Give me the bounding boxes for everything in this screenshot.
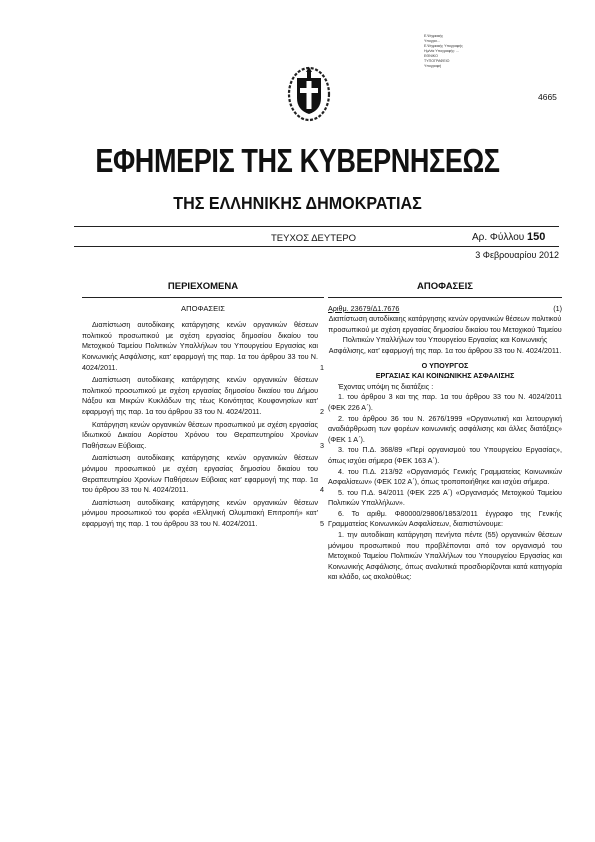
issue-label: ΤΕΥΧΟΣ ΔΕΥΤΕΡΟ [271,233,357,244]
gazette-title: ΕΦΗΜΕΡΙΣ ΤΗΣ ΚΥΒΕΡΝΗΣΕΩΣ [95,142,500,179]
decision-paragraph: 4. του Π.Δ. 213/92 «Οργανισμός Γενικής Γραμματείας Κοινωνικών Ασφαλίσεων» (ΦΕΚ 102 Α΄), όπως τροποποιήθηκε και ισχύει σήμερα. [328,466,562,487]
decision-reference: Αριθμ. 23679/Δ1.7676 [328,303,400,313]
issue-divider [74,246,559,247]
gazette-subtitle: ΤΗΣ ΕΛΛΗΝΙΚΗΣ ΔΗΜΟΚΡΑΤΙΑΣ [173,193,422,213]
decision-number: (1) [553,303,562,313]
page-number: 4665 [538,92,557,102]
contents-item-page: 3 [320,440,324,450]
decision-paragraph: 1. του άρθρου 3 και της παρ. 1α του άρθρου 33 του Ν. 4024/2011 (ΦΕΚ 226 Α΄). [328,392,562,412]
decision-paragraph: 1. την αυτοδίκαιη κατάργηση πενήντα πέντε (55) οργανικών θέσεων μόνιμου προσωπικού που προβλέπονται από τον οργανισμό του Μετοχικού Ταμείου Πολιτικών Υπαλλήλων του Υπουργείου Εργασίας και Κοινωνικής Ασφάλισης, όπως αναλυτικά προσδιορίζονται κατά κατηγορία και κλάδο, ως ακολούθως: [328,530,562,582]
sheet-number [472,231,545,243]
header-divider [74,226,559,227]
decision-paragraph: 2. του άρθρου 36 του Ν. 2676/1999 «Οργανωτική και λειτουργική αναδιάρθρωση των φορέων κοινωνικής ασφάλισης και άλλες διατάξεις» (ΦΕΚ 1 Α΄). [328,413,562,444]
contents-section: ΑΠΟΦΑΣΕΙΣ [181,303,225,313]
digital-signature-stamp [424,34,494,69]
contents-item-text: Διαπίστωση αυτοδίκαιης κατάργησης κενών οργανικών θέσεων μόνιμου προσωπικού με σχέση εργασίας δημοσίου δικαίου του Θεραπευτηρίου Χρονίων Παθήσεων Εύβοιας κατ' εφαρμογή της παρ. 1α του άρθρου 33 του Ν. 4024/2011. [82,453,318,495]
contents-item-page: 4 [320,485,324,495]
contents-item[interactable] [82,320,324,373]
stamp-line: ΤΥΠΟΓΡΑΦΕΙΟ [424,59,450,63]
decision-reference-line [328,304,562,315]
minister-title: Ο ΥΠΟΥΡΓΟΣ [421,360,469,370]
greek-coat-of-arms-icon [287,64,331,122]
contents-item[interactable] [82,453,324,495]
decisions-column [328,282,562,583]
decision-paragraph: 3. του Π.Δ. 368/89 «Περί οργανισμού του Υπουργείου Εργασίας», όπως ισχύει σήμερα (ΦΕΚ 163 Α΄). [328,445,562,465]
ministry-name: ΕΡΓΑΣΙΑΣ ΚΑΙ ΚΟΙΝΩΝΙΚΗΣ ΑΣΦΑΛΙΣΗΣ [375,371,515,381]
issue-date: 3 Φεβρουαρίου 2012 [475,250,559,260]
contents-item-page: 1 [320,362,324,372]
contents-rule [82,297,324,298]
sheet-label: Αρ. Φύλλου [472,232,525,243]
stamp-line: ΕΘΝΙΚΟ [424,54,438,58]
stamp-line: Υπογραφή [424,64,442,68]
decision-paragraph: 6. Το αριθμ. Φ80000/29806/1853/2011 έγγραφο της Γενικής Γραμματείας Κοινωνικών Ασφαλίσεων, διαπιστώνουμε: [328,508,562,529]
contents-item[interactable] [82,375,324,417]
contents-column [82,282,324,529]
decisions-rule [328,297,562,298]
contents-item[interactable] [82,420,324,452]
contents-heading: ΠΕΡΙΕΧΟΜΕΝΑ [167,281,239,292]
contents-item-page: 5 [320,518,324,528]
decisions-heading: ΑΠΟΦΑΣΕΙΣ [417,281,473,292]
stamp-line: Ε.Ψηφιακής Υπογραφής [424,44,463,48]
decision-title: Διαπίστωση αυτοδίκαιης κατάργησης κενών οργανικών θέσεων πολιτικού προσωπικού με σχέση εργασίας δημοσίου δικαίου του Μετοχικού Ταμείου Πολιτικών Υπαλλήλων του Υπουργείου Εργασίας και Κοινωνικής Ασφάλισης, κατ' εφαρμογή της παρ. 1α του άρθρου 33 του Ν. 4024/2011. [328,314,562,355]
contents-item[interactable] [82,498,324,530]
stamp-line: Ε.Ψηφιακής [424,34,444,38]
decision-paragraph: 5. του Π.Δ. 94/2011 (ΦΕΚ 225 Α΄) «Οργανισμός Μετοχικού Ταμείου Πολιτικών Υπαλλήλων». [328,487,562,508]
stamp-line: Υπογρα... [424,39,440,43]
contents-item-text: Διαπίστωση αυτοδίκαιης κατάργησης κενών οργανικών θέσεων πολιτικού προσωπικού με σχέση εργασίας δημοσίου δικαίου του Μετοχικού Ταμείου Πολιτικών Υπαλλήλων του Υπουργείου Εργασίας και Κοινωνικής Ασφάλισης, κατ' εφαρμογή της παρ. 1α του άρθρου 33 του Ν. 4024/2011. [82,320,318,372]
contents-item-page: 2 [320,406,324,416]
contents-item-text: Διαπίστωση αυτοδίκαιης κατάργησης κενών οργανικών θέσεων μόνιμου προσωπικού του φορέα «Ελληνική Ολυμπιακή Επιτροπή» κατ' εφαρμογή της παρ. 1 του άρθρου 33 του Ν. 4024/2011. [82,497,318,528]
contents-item-text: Κατάργηση κενών οργανικών θέσεων προσωπικού με σχέση εργασίας Ιδιωτικού Δικαίου Αορίστου Χρόνου του Θεραπευτηρίου Χρονίων Παθήσεων Εύβοιας. [82,419,318,450]
stamp-line: Ημ/νία Υπογραφής: ... [424,49,460,53]
contents-item-text: Διαπίστωση αυτοδίκαιης κατάργησης κενών οργανικών θέσεων πολιτικού προσωπικού με σχέση εργασίας δημοσίου δικαίου του Δήμου Νάξου και Μικρών Κυκλάδων της τέως Κοινότητας Κουφονησίων κατ' εφαρμογή της παρ. 1α του άρθρου 33 του Ν. 4024/2011. [82,375,318,416]
decision-intro: Έχοντας υπόψη τις διατάξεις : [338,381,434,391]
sheet-value: 150 [527,231,546,243]
